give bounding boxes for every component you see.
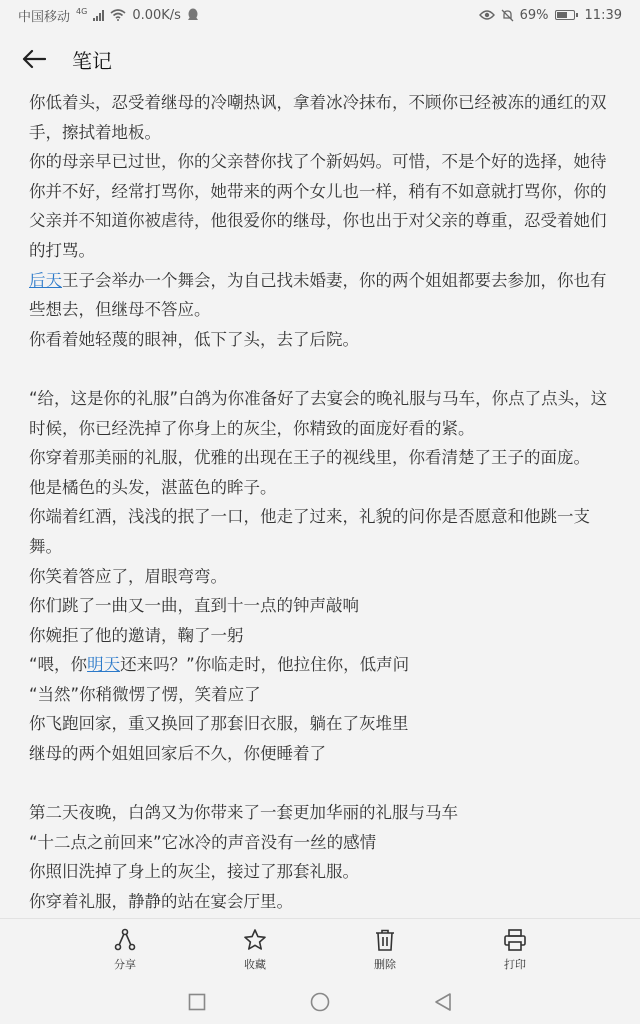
note-paragraph (29, 828, 614, 858)
note-paragraph (29, 591, 614, 621)
note-paragraph (29, 502, 614, 561)
paragraph-text: 你看着她轻蔑的眼神，低下了头，去了后院。 (29, 329, 359, 349)
favorite-button[interactable] (215, 928, 295, 972)
share-label: 分享 (114, 957, 136, 971)
paragraph-text: 你们跳了一曲又一曲，直到十一点的钟声敲响 (29, 596, 359, 616)
paragraph-text: “当然”你稍微愣了愣，笑着应了 (29, 684, 261, 704)
blank-line (29, 354, 614, 384)
battery-percent: 69% (519, 7, 549, 23)
app-bar (0, 34, 640, 84)
note-paragraph (29, 384, 614, 443)
status-right (479, 8, 622, 23)
battery-icon (555, 10, 575, 20)
note-paragraph (29, 562, 614, 592)
note-paragraph (29, 857, 614, 887)
note-paragraph (29, 739, 614, 769)
paragraph-text: 你飞跑回家，重又换回了那套旧衣服，躺在了灰堆里 (29, 714, 409, 734)
share-icon (113, 928, 137, 952)
battery-level (557, 12, 567, 18)
delete-button[interactable] (345, 928, 425, 972)
paragraph-text: 你照旧洗掉了身上的灰尘，接过了那套礼服。 (29, 862, 359, 882)
back-arrow-icon (22, 49, 46, 69)
note-paragraph (29, 473, 614, 503)
system-nav-bar (0, 980, 640, 1024)
note-paragraph (29, 621, 614, 651)
paragraph-text: 你穿着那美丽的礼服，优雅的出现在王子的视线里，你看清楚了王子的面庞。 (29, 448, 590, 468)
note-paragraph (29, 147, 614, 265)
note-paragraph (29, 680, 614, 710)
trash-icon (373, 928, 397, 952)
blank-line (29, 769, 614, 799)
share-button[interactable] (85, 928, 165, 972)
paragraph-text: 继母的两个姐姐回家后不久，你便睡着了 (29, 744, 326, 764)
note-paragraph (29, 325, 614, 355)
mute-bell-icon (501, 9, 514, 22)
network-speed: 0.00K/s (132, 7, 181, 23)
note-paragraph (29, 709, 614, 739)
printer-icon (503, 928, 527, 952)
note-paragraph (29, 887, 614, 917)
paragraph-text: 你端着红酒，浅浅的抿了一口，他走了过来，礼貌的问你是否愿意和他跳一支舞。 (29, 507, 590, 556)
status-bar (0, 0, 640, 30)
paragraph-text: 王子会举办一个舞会，为自己找未婚妻，你的两个姐姐都要去参加，你也有些想去，但继母不答应。 (29, 270, 607, 320)
note-paragraph (29, 798, 614, 828)
note-paragraph (29, 88, 614, 147)
status-left (18, 6, 199, 25)
note-content[interactable] (29, 88, 614, 918)
note-paragraph (29, 266, 614, 325)
print-label: 打印 (504, 957, 526, 971)
qq-notification-icon (187, 8, 199, 22)
note-paragraph (29, 650, 614, 680)
home-circle-icon[interactable] (310, 992, 330, 1012)
signal-icon (93, 10, 104, 21)
paragraph-text: 你婉拒了他的邀请，鞠了一躬 (29, 625, 244, 645)
paragraph-text: “十二点之前回来”它冰冷的声音没有一丝的感情 (29, 832, 377, 852)
favorite-label: 收藏 (244, 957, 266, 971)
paragraph-text: 还来吗？”你临走时，他拉住你，低声问 (120, 655, 410, 675)
bottom-toolbar (0, 918, 640, 980)
carrier-label: 中国移动 (18, 9, 71, 25)
back-button[interactable] (18, 43, 50, 75)
paragraph-text: 你的母亲早已过世，你的父亲替你找了个新妈妈。可惜，不是个好的选择，她待你并不好，经常打骂你，她带来的两个女儿也一样，稍有不如意就打骂你，你的父亲并不知道你被虐待，他很爱你的继母，你也出于对父亲的尊重，忍受着她们的打骂。 (29, 152, 607, 260)
date-link[interactable]: 明天 (87, 655, 121, 675)
note-paragraph (29, 443, 614, 473)
clock: 11:39 (584, 7, 622, 23)
paragraph-text: “给，这是你的礼服”白鸽为你准备好了去宴会的晚礼服与马车，你点了点头，这时候，你已经洗掉了你身上的灰尘，你精致的面庞好看的紧。 (29, 388, 608, 438)
date-link[interactable]: 后天 (29, 270, 62, 290)
paragraph-text: 你穿着礼服，静静的站在宴会厅里。 (29, 892, 293, 912)
wifi-icon (110, 9, 126, 21)
delete-label: 删除 (374, 957, 396, 971)
back-triangle-icon[interactable] (434, 992, 452, 1012)
star-icon (243, 928, 267, 952)
network-type: 4G (76, 6, 88, 16)
print-button[interactable] (475, 928, 555, 972)
recents-square-icon[interactable] (188, 993, 206, 1011)
paragraph-text: 他是橘色的头发，湛蓝色的眸子。 (29, 477, 277, 497)
paragraph-text: 第二天夜晚，白鸽又为你带来了一套更加华丽的礼服与马车 (29, 803, 458, 823)
page-title: 笔记 (72, 48, 112, 73)
paragraph-text: 你低着头，忍受着继母的冷嘲热讽，拿着冰冷抹布，不顾你已经被冻的通红的双手，擦拭着地板。 (29, 93, 607, 142)
paragraph-text: “喂，你 (29, 655, 88, 675)
paragraph-text: 你笑着答应了，眉眼弯弯。 (29, 566, 227, 586)
eye-icon (479, 9, 495, 21)
